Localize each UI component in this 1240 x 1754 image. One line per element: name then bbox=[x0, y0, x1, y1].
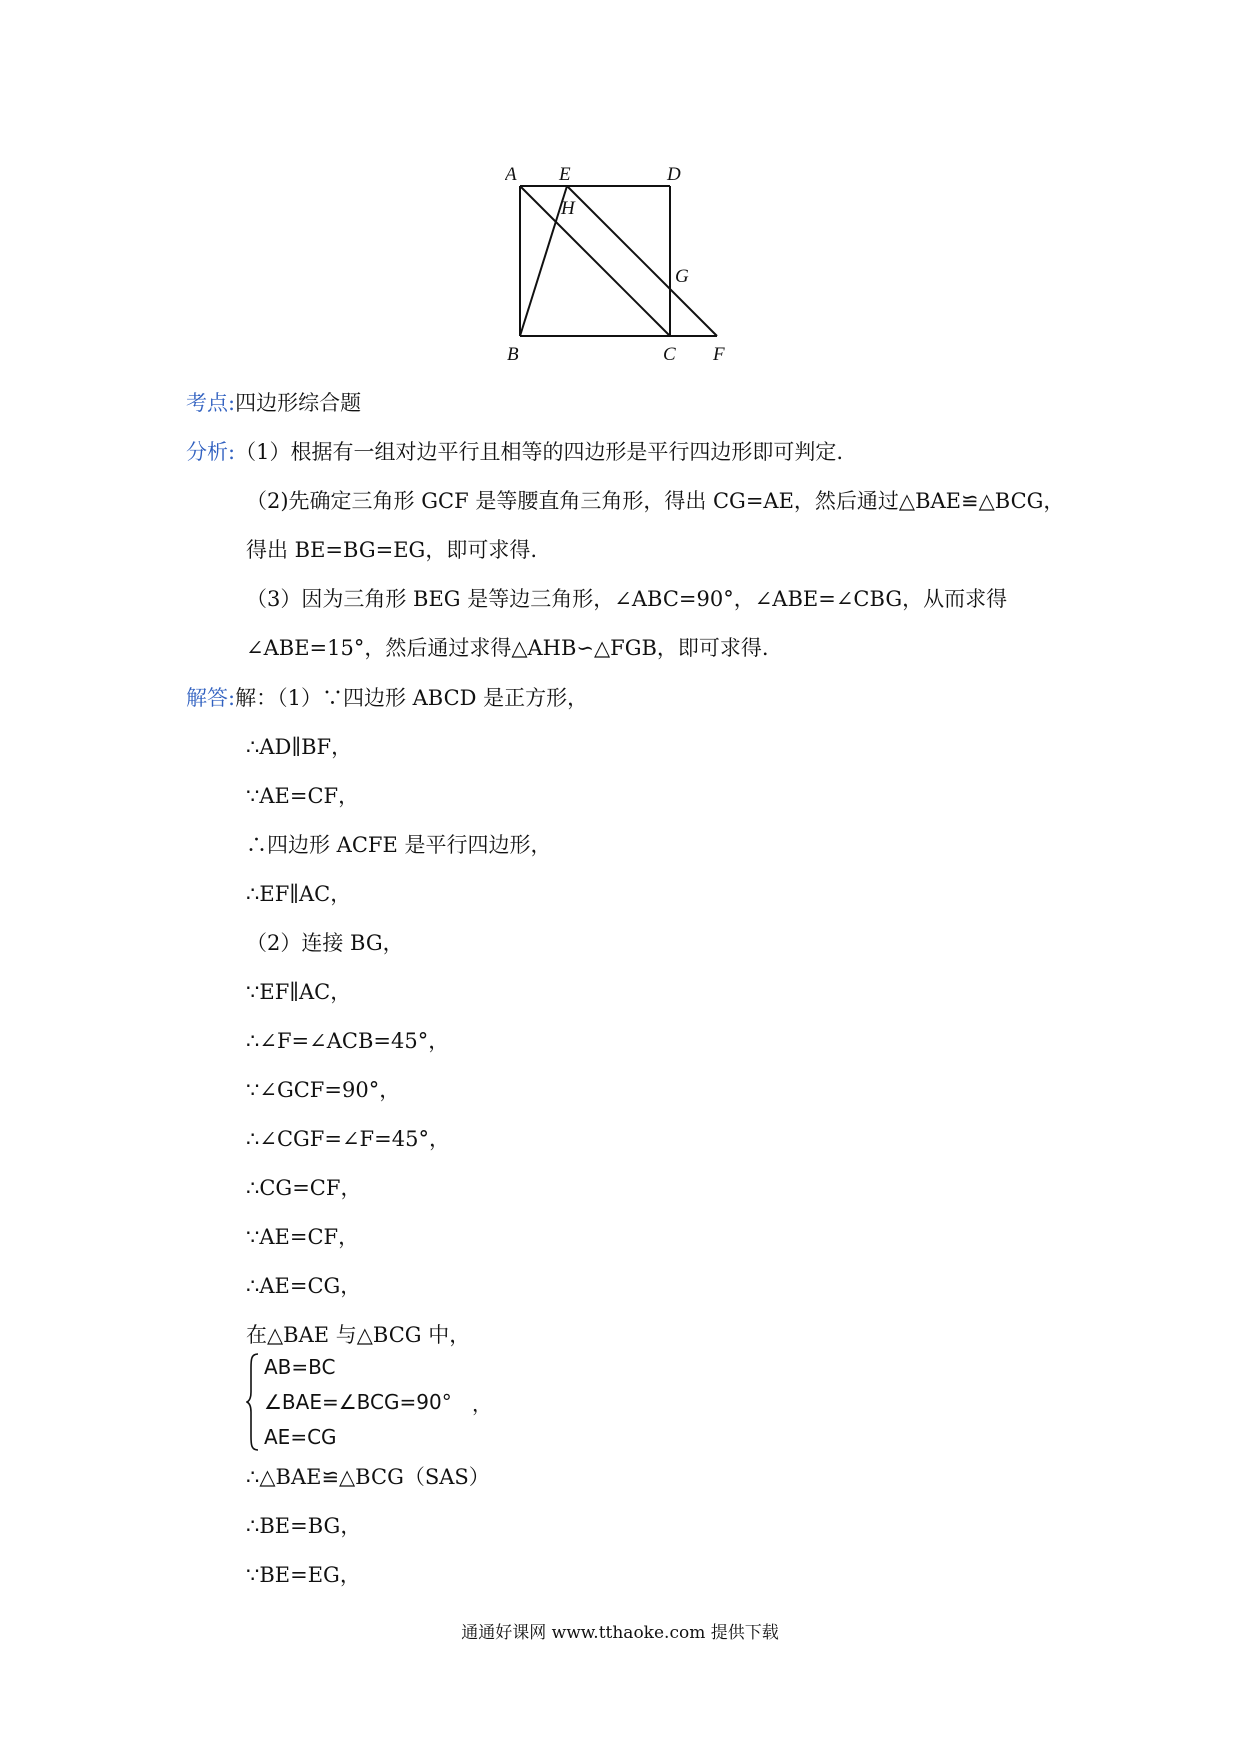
jieda-step: ∵AE=CF， bbox=[246, 784, 360, 808]
system-row: AB=BC bbox=[264, 1355, 336, 1379]
geometry-figure bbox=[505, 158, 745, 368]
jieda-step: ∵∠GCF=90°， bbox=[246, 1078, 401, 1102]
jieda-step: 解：（1）∵四边形 ABCD 是正方形， bbox=[235, 686, 589, 710]
point-label-G: G bbox=[675, 266, 689, 287]
point-label-H: H bbox=[561, 198, 575, 219]
segment-EF bbox=[567, 186, 717, 336]
point-label-C: C bbox=[663, 344, 676, 365]
jieda-step: ∴BE=BG， bbox=[246, 1514, 362, 1538]
fenxi-p5: ∠ABE=15°，然后通过求得△AHB∽△FGB，即可求得. bbox=[246, 636, 769, 660]
point-label-B: B bbox=[507, 344, 519, 365]
jieda-step: ∴△BAE≌△BCG（SAS） bbox=[246, 1465, 490, 1489]
fenxi-p3: 得出 BE=BG=EG，即可求得. bbox=[246, 538, 538, 562]
point-label-E: E bbox=[559, 164, 571, 185]
point-label-A: A bbox=[505, 164, 517, 185]
kaodian-label: 考点: bbox=[186, 391, 236, 415]
jieda-step: ∴AD∥BF， bbox=[246, 735, 353, 759]
jieda-step: ∴∠F=∠ACB=45°， bbox=[246, 1029, 450, 1053]
point-label-D: D bbox=[667, 164, 681, 185]
fenxi-p1: （1）根据有一组对边平行且相等的四边形是平行四边形即可判定. bbox=[235, 440, 844, 464]
jieda-step: ∴CG=CF， bbox=[246, 1176, 362, 1200]
footer-text: 通通好课网 www.tthaoke.com 提供下载 bbox=[461, 1623, 779, 1643]
left-brace bbox=[246, 1352, 260, 1452]
system-row: AE=CG bbox=[264, 1425, 337, 1449]
jieda-step: 在△BAE 与△BCG 中， bbox=[246, 1323, 471, 1347]
jieda-step: ∴AE=CG， bbox=[246, 1274, 362, 1298]
system-row: ∠BAE=∠BCG=90° bbox=[264, 1390, 452, 1414]
fenxi-p2: （2)先确定三角形 GCF 是等腰直角三角形，得出 CG=AE，然后通过△BAE≌△BCG， bbox=[246, 489, 1065, 513]
jieda-step: ∵BE=EG， bbox=[246, 1563, 361, 1587]
fenxi-p4: （3）因为三角形 BEG 是等边三角形，∠ABC=90°，∠ABE=∠CBG，从而求得 bbox=[246, 587, 1008, 611]
jieda-step: （2）连接 BG， bbox=[246, 931, 404, 955]
jieda-step: ∵EF∥AC， bbox=[246, 980, 352, 1004]
system-tail: ， bbox=[472, 1392, 492, 1416]
kaodian-line bbox=[186, 388, 361, 418]
jieda-step: ∴四边形 ACFE 是平行四边形， bbox=[246, 833, 552, 857]
jieda-step: ∴EF∥AC， bbox=[246, 882, 352, 906]
jieda-label: 解答: bbox=[186, 686, 236, 710]
kaodian-text: 四边形综合题 bbox=[235, 391, 362, 415]
jieda-step: ∴∠CGF=∠F=45°， bbox=[246, 1127, 450, 1151]
jieda-step: ∵AE=CF， bbox=[246, 1225, 360, 1249]
point-label-F: F bbox=[713, 344, 725, 365]
jieda-line-0 bbox=[186, 683, 588, 713]
fenxi-line-1 bbox=[186, 437, 843, 467]
fenxi-label: 分析: bbox=[186, 440, 236, 464]
equation-system bbox=[246, 1352, 492, 1452]
